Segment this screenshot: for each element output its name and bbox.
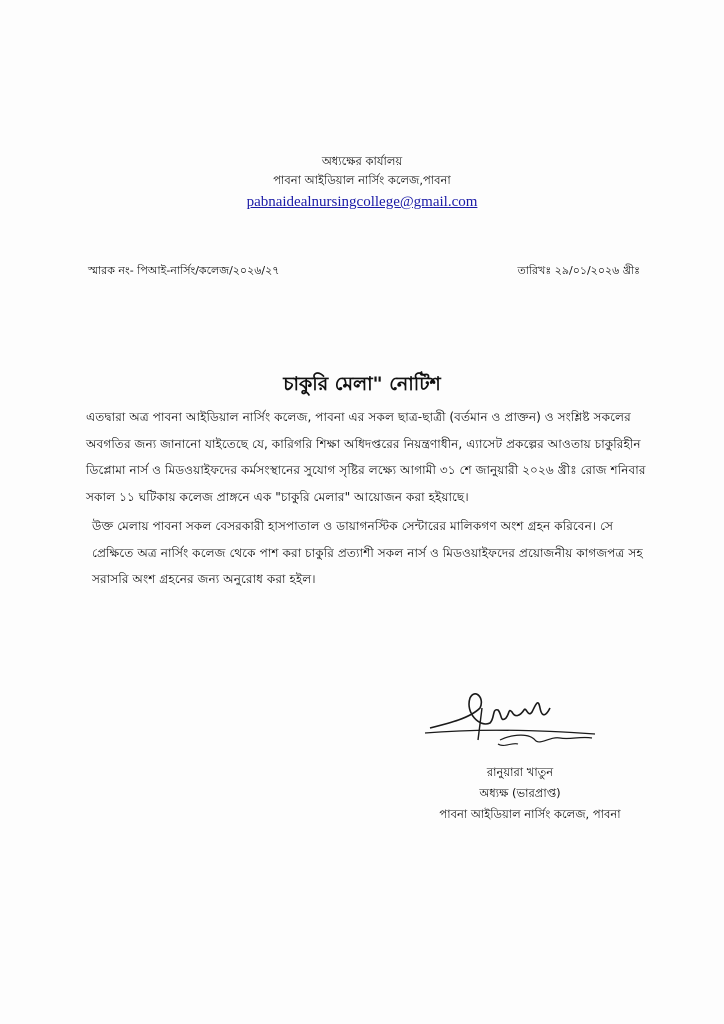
notice-title: চাকুরি মেলা" নোটিশ: [283, 373, 441, 395]
notice-date: তারিখঃ ২৯/০১/২০২৬ খ্রীঃ: [517, 264, 640, 277]
signatory-designation: অধ্যক্ষ (ভারপ্রাপ্ত): [479, 786, 561, 800]
college-name: পাবনা আইডিয়াল নার্সিং কলেজ,পাবনা: [273, 173, 451, 187]
memo-number: স্মারক নং- পিআই-নার্সিং/কলেজ/২০২৬/২৭: [88, 264, 280, 277]
letterhead: [0, 152, 724, 214]
notice-paragraph-1: এতদ্বারা অত্র পাবনা আইডিয়াল নার্সিং কলেজ, পাবনা এর সকল ছাত্র-ছাত্রী (বর্তমান ও প্রাক্তন) ও সংশ্লিষ্ট সকলের অবগতির জন্য জানানো যাইতেছে যে, কারিগরি শিক্ষা অধিদপ্তরের নিয়ন্ত্রণাধীন, এ্যাসেট প্রকল্পের আওতায় চাকুরিহীন ডিপ্লোমা নার্স ও মিডওয়াইফদের কর্মসংস্থানের সুযোগ সৃষ্টির লক্ষ্যে আগামী ৩১ শে জানুয়ারী ২০২৬ খ্রীঃ রোজ শনিবার সকাল ১১ ঘটিকায় কলেজ প্রাঙ্গনে এক "চাকুরি মেলার" আয়োজন করা হইয়াছে।: [86, 410, 646, 504]
office-title: অধ্যক্ষের কার্যালয়: [321, 154, 403, 168]
signatory-institution: পাবনা আইডিয়াল নার্সিং কলেজ, পাবনা: [439, 807, 621, 821]
signatory-block: [400, 762, 640, 825]
signature-image: [420, 678, 610, 758]
signatory-name: রানুয়ারা খাতুন: [486, 765, 554, 779]
email-link[interactable]: pabnaidealnursingcollege@gmail.com: [246, 194, 478, 210]
notice-paragraph-2: উক্ত মেলায় পাবনা সকল বেসরকারী হাসপাতাল ও ডায়াগনস্টিক সেন্টারের মালিকগণ অংশ গ্রহন করিবেন। সে প্রেক্ষিতে অত্র নার্সিং কলেজ থেকে পাশ করা চাকুরি প্রত্যাশী সকল নার্স ও মিডওয়াইফদের প্রয়োজনীয় কাগজপত্র সহ সরাসরি অংশ গ্রহনের জন্য অনুরোধ করা হইল।: [92, 519, 643, 586]
